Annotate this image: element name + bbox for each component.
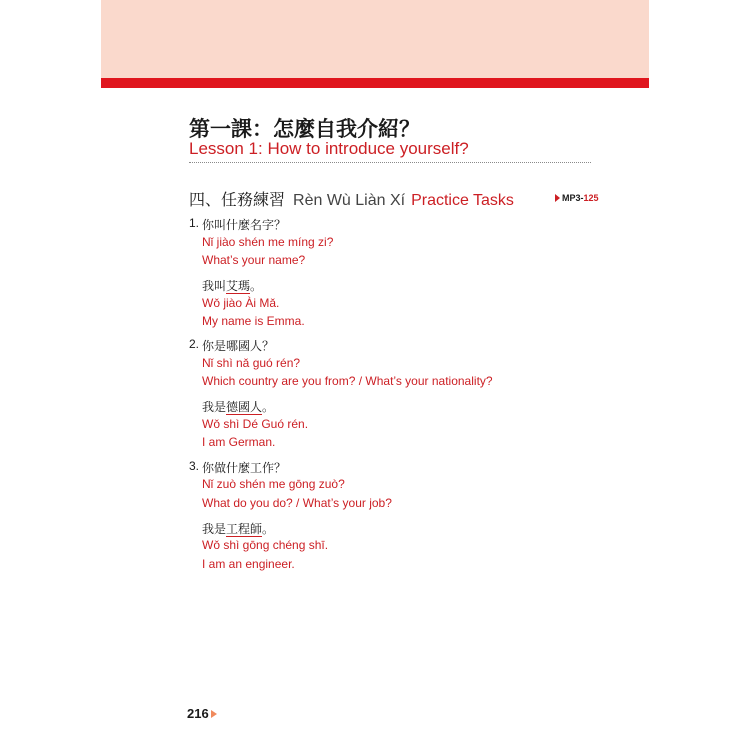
section-title-english: Practice Tasks: [411, 192, 514, 209]
item-number: 2.: [189, 337, 200, 351]
answer-suffix: 。: [262, 522, 275, 536]
question-pinyin: Nǐ zuò shén me gōng zuò?: [202, 477, 345, 491]
page-arrow-icon: [211, 710, 217, 718]
question-chinese: 你是哪國人？: [202, 339, 275, 353]
answer-key-term: 工程師: [226, 522, 263, 536]
header-rule: [101, 78, 649, 88]
audio-track-number: 125: [583, 193, 599, 203]
answer-english: My name is Emma.: [202, 314, 305, 328]
answer-suffix: 。: [250, 279, 263, 293]
question-chinese: 你叫什麼名字？: [202, 218, 287, 232]
answer-pinyin: Wǒ shì gōng chéng shī.: [202, 538, 329, 552]
book-page: [101, 0, 649, 750]
audio-label: MP3-: [562, 193, 584, 203]
page-number-text: 216: [187, 706, 209, 721]
answer-english: I am an engineer.: [202, 557, 295, 571]
lesson-title-english: Lesson 1: How to introduce yourself?: [189, 139, 469, 158]
answer-prefix: 我是: [202, 400, 227, 414]
answer-key-term: 艾瑪: [226, 279, 251, 293]
section-heading: [189, 187, 514, 210]
section-title-chinese: 四、任務練習: [189, 190, 286, 209]
item-number: 3.: [189, 459, 200, 473]
audio-track-button[interactable]: [555, 193, 599, 203]
question-english: Which country are you from? / What’s your nationality?: [202, 374, 493, 388]
page-number: [187, 706, 217, 721]
answer-pinyin: Wǒ jiào Ài Mǎ.: [202, 296, 280, 310]
answer-key-term: 德國人: [226, 400, 263, 414]
answer-chinese: [202, 277, 262, 294]
question-pinyin: Nǐ jiào shén me míng zi?: [202, 235, 334, 249]
lesson-title-chinese: 第一課：怎麼自我介紹？: [189, 117, 420, 141]
section-title-pinyin: Rèn Wù Liàn Xí: [293, 192, 406, 209]
answer-english: I am German.: [202, 435, 276, 449]
item-number: 1.: [189, 216, 200, 230]
question-english: What do you do? / What’s your job?: [202, 496, 392, 510]
question-chinese: 你做什麼工作？: [202, 461, 287, 475]
answer-prefix: 我是: [202, 522, 227, 536]
play-icon: [555, 194, 560, 202]
question-pinyin: Nǐ shì nǎ guó rén?: [202, 356, 301, 370]
header-banner: [101, 0, 649, 78]
title-divider: [189, 162, 591, 163]
answer-chinese: [202, 520, 274, 537]
answer-chinese: [202, 398, 274, 415]
answer-suffix: 。: [262, 400, 275, 414]
answer-prefix: 我叫: [202, 279, 227, 293]
answer-pinyin: Wǒ shì Dé Guó rén.: [202, 417, 309, 431]
question-english: What’s your name?: [202, 253, 306, 267]
